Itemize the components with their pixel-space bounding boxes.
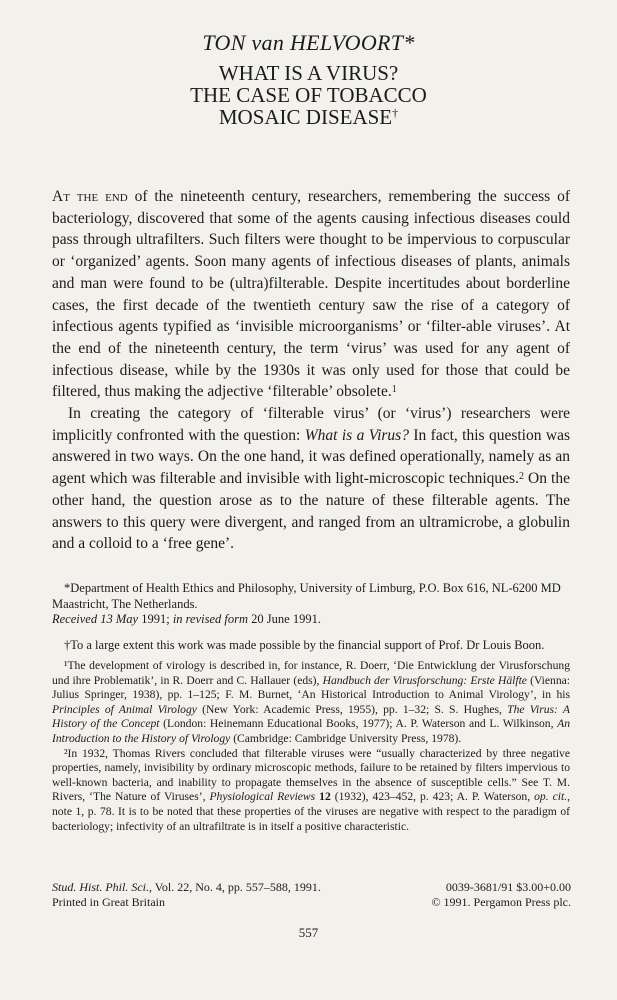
received-label: Received	[52, 612, 98, 626]
footnote-2-opcit: op. cit.	[534, 790, 568, 804]
footnote-1-text-a: ¹The development of virology is described in, for instance, R. Doerr, ‘Die Entwicklung der Virusforschung und ihre Problematik’, in R. Doerr and C. Hallauer (eds),	[52, 659, 570, 687]
received-date: 13 May	[100, 612, 139, 626]
footnote-1-title-4: An Introduction to the History of Virology	[52, 717, 570, 745]
footnote-1-title-2: Principles of Animal Virology	[52, 702, 197, 716]
copyright-line: © 1991. Pergamon Press plc.	[431, 895, 571, 909]
paragraph-1-lead: At the end	[52, 188, 128, 205]
paragraph-2-question: What is a Virus?	[304, 426, 409, 444]
paragraph-2-text-b: In fact, this question was answered in two ways. On the one hand, it was defined operationally, namely as an agent which was filterable and invisible with light-microscopic techniques.	[52, 426, 570, 488]
paragraph-2	[52, 403, 570, 555]
affiliation-line: *Department of Health Ethics and Philosophy, University of Limburg, P.O. Box 616, NL-6200 MD Maastricht, The Netherlands.	[52, 581, 561, 611]
footnote-2	[52, 747, 570, 835]
footnote-1-text-e: (Cambridge: Cambridge University Press, 1978).	[230, 731, 462, 745]
received-year: 1991;	[138, 612, 173, 626]
printed-in: Printed in Great Britain	[52, 895, 165, 909]
footnote-2-text-a: ²In 1932, Thomas Rivers concluded that filterable viruses were “usually characterized by three negative properties, namely, invisibility by ordinary microscopic methods, failure to be retained by filters impervious to well-known bacteria, and inability to propagate themselves in the absence of susceptible cells.” See T. M. Rivers, ‘The Nature of Viruses’,	[52, 746, 570, 804]
author-affiliation	[52, 581, 570, 653]
received-dates	[52, 612, 570, 628]
issn-price: 0039-3681/91 $3.00+0.00	[445, 880, 571, 894]
title-footnote-mark: †	[392, 106, 399, 120]
title-line-1: WHAT IS A VIRUS?	[218, 61, 399, 85]
footnote-2-journal: Physiological Reviews	[209, 790, 316, 804]
footnote-ref-1[interactable]: 1	[391, 384, 397, 396]
journal-line	[52, 880, 321, 895]
funding-note: †To a large extent this work was made possible by the financial support of Prof. Dr Louis Boon.	[64, 637, 545, 652]
footnote-ref-2[interactable]: 2	[518, 471, 524, 483]
footnotes	[52, 659, 570, 834]
footnote-2-text-b: (1932), 423–452, p. 423; A. P. Waterson,	[330, 790, 535, 804]
author-name: TON van HELVOORT*	[202, 30, 415, 55]
footnote-1-text-b: (Vienna: Julius Springer, 1938), pp. 1–125; F. M. Burnet, ‘An Historical Introduction to Animal Virology’, in his	[52, 673, 571, 702]
journal-volume: , Vol. 22, No. 4, pp. 557–588, 1991.	[149, 880, 321, 894]
journal-name: Stud. Hist. Phil. Sci.	[52, 880, 149, 894]
article-body	[52, 186, 570, 555]
page-number: 557	[298, 925, 319, 940]
publisher-info	[431, 880, 571, 910]
footnote-2-volume: 12	[315, 790, 331, 804]
footnote-1-title-3: The Virus: A History of the Concept	[52, 702, 570, 731]
revised-date: 20 June 1991.	[248, 612, 321, 626]
footnote-1-text-d: (London: Heinemann Educational Books, 1977); A. P. Waterson and L. Wilkinson,	[159, 717, 558, 731]
footnote-1-text-c: (New York: Academic Press, 1955), pp. 1–32; S. S. Hughes,	[196, 702, 508, 716]
title-line-3	[0, 106, 617, 128]
revised-label: in revised form	[172, 612, 249, 626]
footnote-1	[52, 659, 570, 747]
paragraph-2-text-c: On the other hand, the question arose as to the nature of these filterable agents. The answers to this query were divergent, and ranged from an ultramicrobe, a globulin and a colloid to a ‘free gene’.	[52, 470, 570, 553]
paragraph-1	[52, 186, 570, 403]
footnote-1-title-1: Handbuch der Virusforschung: Erste Hälfte	[322, 673, 527, 687]
title-line-2: THE CASE OF TOBACCO	[190, 83, 427, 107]
footnote-2-text-c: , note 1, p. 78. It is to be noted that these properties of the viruses are negative with respect to the paradigm of bacteriology; infectivity of an ultrafiltrate is in itself a positive characteristic.	[52, 790, 570, 833]
paragraph-2-text-a: In creating the category of ‘filterable virus’ (or ‘virus’) researchers were implicitly confronted with the question:	[52, 405, 570, 444]
journal-citation	[52, 880, 321, 910]
paragraph-1-text: of the nineteenth century, researchers, remembering the success of bacteriology, discovered that some of the agents causing infectious diseases could pass through ultrafilters. Such filters were thought to be impervious to corpuscular or ‘organized’ agents. Soon many agents of infectious diseases of plants, animals and man were found to be (ultra)filterable. Despite incertitudes about borderline cases, the first decade of the twentieth century saw the rise of a category of infectious agents typified as ‘invisible microorganisms’ or ‘filter-able viruses’. At the end of the nineteenth century, the term ‘virus’ was used for any agent of infectious disease, while by the 1930s it was only used for those that could be filtered, thus making the adjective ‘filterable’ obsolete.	[52, 188, 570, 401]
title-line-3-text: MOSAIC DISEASE	[218, 105, 393, 129]
article-title	[0, 62, 617, 128]
